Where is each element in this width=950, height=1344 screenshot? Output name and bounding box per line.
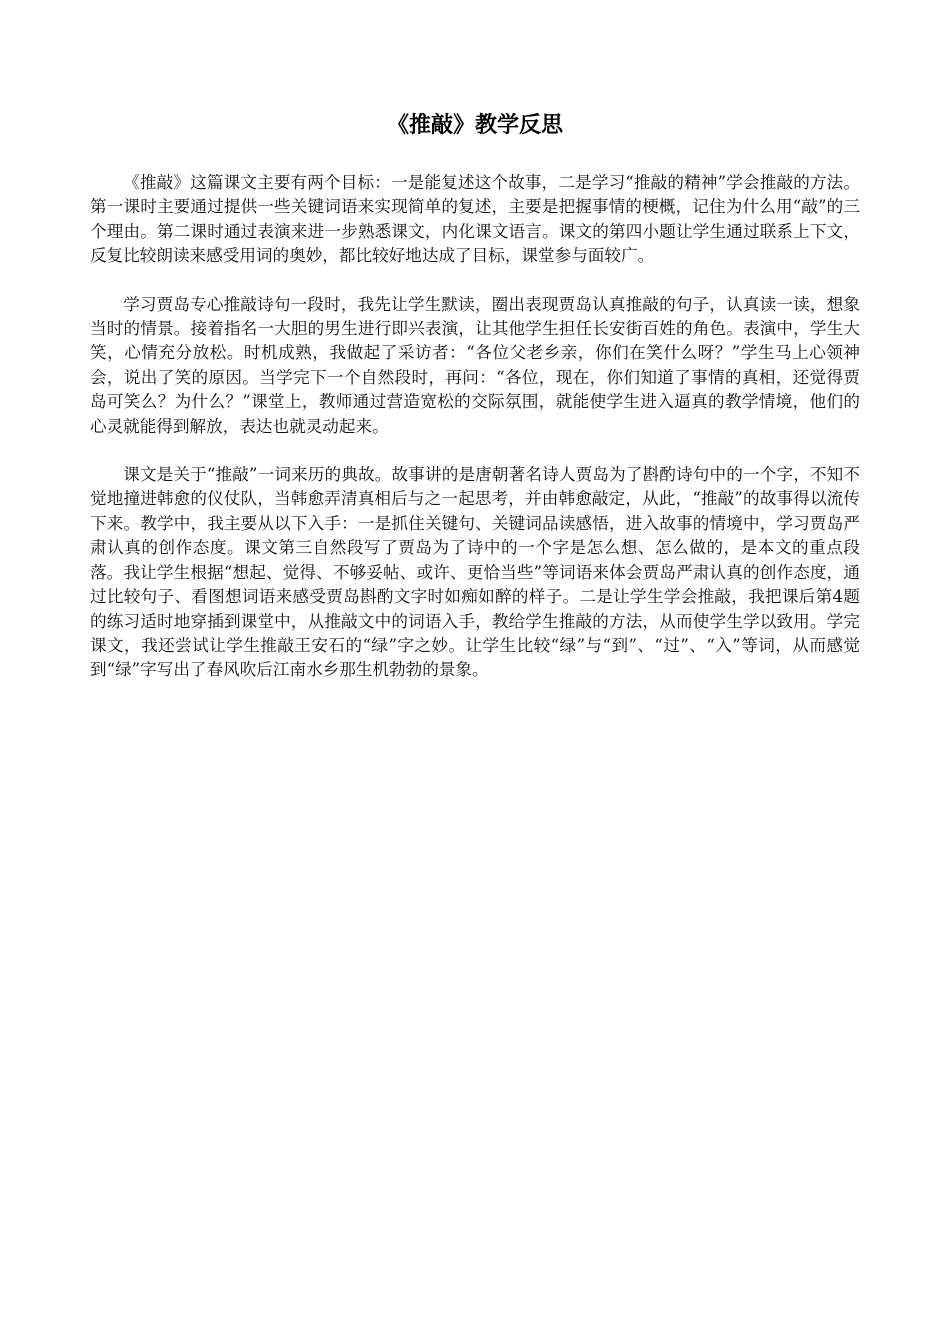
document-title: 《推敲》教学反思 — [386, 112, 563, 138]
paragraph-2: 学习贾岛专心推敲诗句一段时，我先让学生默读，圈出表现贾岛认真推敲的句子，认真读一读，想象当时的情景。接着指名一大胆的男生进行即兴表演，让其他学生担任长安街百姓的角色。表演中，学生大笑，心情充分放松。时机成熟，我做起了采访者：“各位父老乡亲，你们在笑什么呀？”学生马上心领神会，说出了笑的原因。当学完下一个自然段时，再问：“各位，现在，你们知道了事情的真相，还觉得贾岛可笑么？为什么？”课堂上，教师通过营造宽松的交际氛围，就能使学生进入逼真的教学情境，他们的心灵就能得到解放，表达也就灵动起来。 — [90, 294, 860, 436]
paragraph-1: 《推敲》这篇课文主要有两个目标：一是能复述这个故事，二是学习“推敲的精神”学会推敲的方法。第一课时主要通过提供一些关键词语来实现简单的复述，主要是把握事情的梗概，记住为什么用“敲”的三个理由。第二课时通过表演来进一步熟悉课文，内化课文语言。课文的第四小题让学生通过联系上下文，反复比较朗读来感受用词的奥妙，都比较好地达成了目标，课堂参与面较广。 — [90, 173, 860, 266]
document-body — [90, 171, 860, 707]
paragraph-3: 课文是关于“推敲”一词来历的典故。故事讲的是唐朝著名诗人贾岛为了斟酌诗句中的一个字，不知不觉地撞进韩愈的仪仗队，当韩愈弄清真相后与之一起思考，并由韩愈敲定，从此，“推敲”的故事得以流传下来。教学中，我主要从以下入手：一是抓住关键句、关键词品读感悟，进入故事的情境中，学习贾岛严肃认真的创作态度。课文第三自然段写了贾岛为了诗中的一个字是怎么想、怎么做的，是本文的重点段落。我让学生根据“想起、觉得、不够妥帖、或许、更恰当些”等词语来体会贾岛严肃认真的创作态度，通过比较句子、看图想词语来感受贾岛斟酌文字时如痴如醉的样子。二是让学生学会推敲，我把课后第4题的练习适时地穿插到课堂中，从推敲文中的词语入手，教给学生推敲的方法，从而使学生学以致用。学完课文，我还尝试让学生推敲王安石的“绿”字之妙。让学生比较“绿”与“到”、“过”、“入”等词，从而感觉到“绿”字写出了春风吹后江南水乡那生机勃勃的景象。 — [90, 465, 860, 680]
